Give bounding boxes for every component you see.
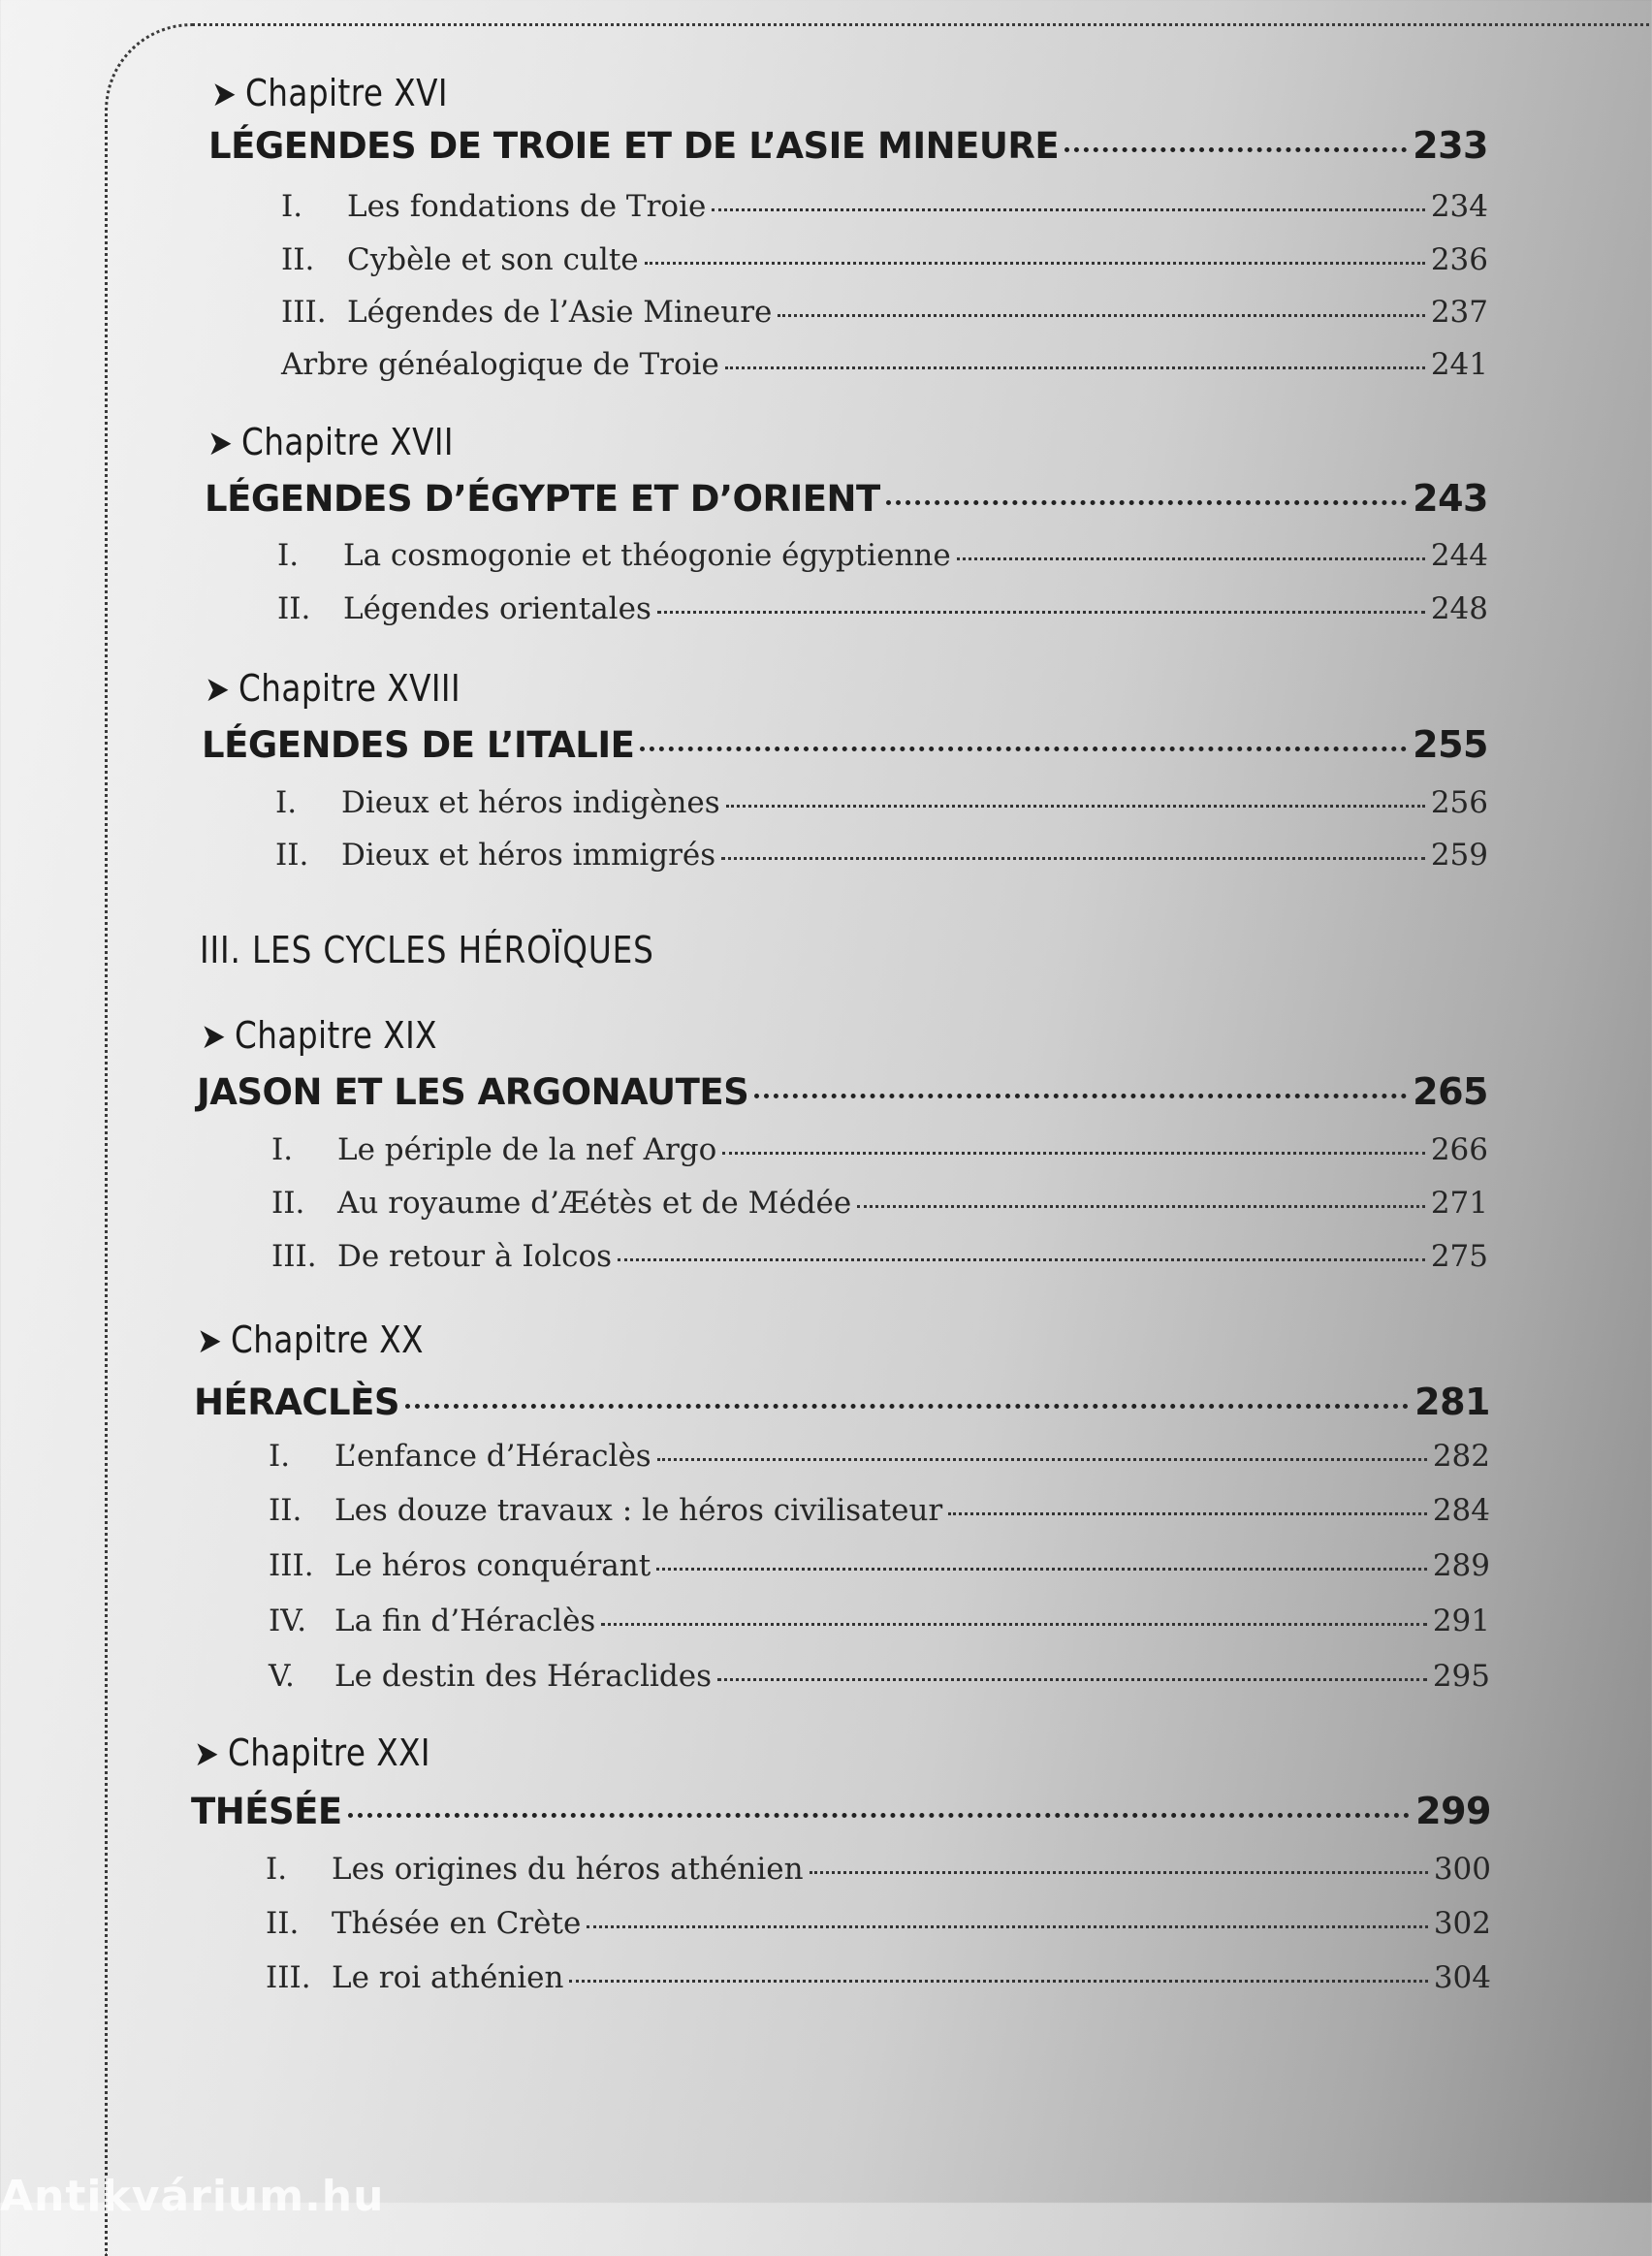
entry-text: Le roi athénien: [332, 1960, 564, 1995]
chapter-title: JASON ET LES ARGONAUTES: [197, 1071, 749, 1113]
entry-number: II.: [271, 1186, 305, 1221]
dot-leader: [857, 1205, 1425, 1208]
chapter-title-row[interactable]: [197, 1070, 1488, 1113]
toc-entry[interactable]: [281, 295, 1488, 330]
chapter-page: 243: [1413, 477, 1488, 520]
dot-leader: [569, 1980, 1427, 1983]
toc-entry[interactable]: [269, 1493, 1490, 1528]
entry-text: Le périple de la nef Argo: [337, 1132, 717, 1167]
dot-leader: [717, 1678, 1427, 1681]
dot-leader: [405, 1404, 1409, 1409]
dot-leader: [810, 1871, 1428, 1874]
chapter-page: 281: [1414, 1381, 1490, 1423]
chapter-label: ➤ Chapitre XVIII: [205, 667, 461, 710]
toc-entry[interactable]: [269, 1604, 1490, 1638]
toc-entry[interactable]: [281, 242, 1488, 277]
entry-page: 304: [1433, 1960, 1491, 1995]
entry-number: III.: [271, 1239, 317, 1274]
dot-leader: [618, 1258, 1425, 1261]
chapter-title-row[interactable]: [202, 723, 1488, 766]
chapter-title-row[interactable]: [191, 1790, 1491, 1832]
entry-page: 300: [1433, 1852, 1491, 1887]
toc-entry[interactable]: [269, 1659, 1490, 1694]
entry-page: 284: [1432, 1493, 1490, 1528]
dot-leader: [721, 857, 1425, 860]
entry-number: I.: [269, 1439, 291, 1474]
entry-number: II.: [275, 838, 309, 873]
chapter-title: LÉGENDES DE TROIE ET DE L’ASIE MINEURE: [208, 125, 1060, 167]
entry-text: L’enfance d’Héraclès: [334, 1439, 651, 1474]
toc-entry[interactable]: [266, 1906, 1491, 1941]
dot-leader: [587, 1925, 1428, 1928]
entry-text: Arbre généalogique de Troie: [281, 347, 719, 382]
toc-entry[interactable]: [275, 785, 1488, 820]
entry-page: 236: [1430, 242, 1488, 277]
toc-entry[interactable]: [271, 1186, 1488, 1221]
dot-leader: [722, 1152, 1425, 1155]
chapter-label: ➤ Chapitre XIX: [201, 1014, 437, 1057]
entry-page: 256: [1430, 785, 1488, 820]
watermark: Antikvárium.hu: [0, 2172, 385, 2221]
entry-text: Cybèle et son culte: [347, 242, 639, 277]
dot-leader: [886, 500, 1407, 505]
chapter-title: LÉGENDES DE L’ITALIE: [202, 724, 635, 766]
toc-entry[interactable]: [277, 538, 1488, 573]
dot-leader: [645, 262, 1425, 265]
dot-leader: [657, 611, 1425, 614]
part-title: III. LES CYCLES HÉROÏQUES: [200, 929, 654, 971]
toc-entry[interactable]: [277, 591, 1488, 626]
dot-leader: [640, 747, 1407, 751]
chapter-label: ➤ Chapitre XXI: [194, 1732, 430, 1774]
entry-page: 295: [1432, 1659, 1490, 1694]
entry-text: Légendes de l’Asie Mineure: [347, 295, 773, 330]
arrow-icon: ➤: [207, 424, 234, 463]
toc-entry[interactable]: [281, 189, 1488, 224]
entry-number: II.: [269, 1493, 302, 1528]
entry-text: Les douze travaux : le héros civilisateur: [334, 1493, 943, 1528]
entry-page: 291: [1432, 1604, 1490, 1638]
entry-number: IV.: [269, 1604, 307, 1638]
toc-entry[interactable]: [266, 1852, 1491, 1887]
dot-leader: [348, 1813, 1410, 1818]
entry-text: Les fondations de Troie: [347, 189, 707, 224]
entry-text: Le destin des Héraclides: [334, 1659, 712, 1694]
chapter-label: ➤ Chapitre XX: [197, 1319, 424, 1361]
chapter-title: LÉGENDES D’ÉGYPTE ET D’ORIENT: [205, 478, 880, 520]
dot-leader: [656, 1568, 1427, 1571]
dot-leader: [778, 314, 1424, 317]
entry-page: 248: [1430, 591, 1488, 626]
dot-leader: [712, 208, 1424, 211]
entry-page: 234: [1430, 189, 1488, 224]
chapter-page: 255: [1413, 723, 1488, 766]
entry-page: 237: [1430, 295, 1488, 330]
entry-number: V.: [269, 1659, 295, 1694]
toc-entry[interactable]: [269, 1548, 1490, 1583]
entry-page: 282: [1432, 1439, 1490, 1474]
chapter-label: ➤ Chapitre XVI: [211, 72, 448, 114]
entry-page: 271: [1430, 1186, 1488, 1221]
dot-leader: [1064, 147, 1407, 152]
toc-entry[interactable]: [269, 1439, 1490, 1474]
entry-number: I.: [277, 538, 300, 573]
entry-text: La fin d’Héraclès: [334, 1604, 596, 1638]
chapter-page: 299: [1415, 1790, 1491, 1832]
entry-page: 302: [1433, 1906, 1491, 1941]
entry-number: III.: [269, 1548, 314, 1583]
entry-text: Les origines du héros athénien: [332, 1852, 804, 1887]
entry-number: II.: [277, 591, 311, 626]
entry-number: III.: [281, 295, 327, 330]
chapter-title-row[interactable]: [208, 124, 1488, 167]
arrow-icon: ➤: [211, 75, 238, 114]
entry-page: 259: [1430, 838, 1488, 873]
entry-number: I.: [271, 1132, 294, 1167]
chapter-label: ➤ Chapitre XVII: [207, 421, 454, 463]
arrow-icon: ➤: [194, 1734, 220, 1774]
dot-leader: [725, 366, 1425, 369]
entry-number: I.: [275, 785, 298, 820]
toc-entry[interactable]: [275, 838, 1488, 873]
entry-text: Légendes orientales: [343, 591, 651, 626]
dot-leader: [657, 1458, 1427, 1461]
entry-page: 275: [1430, 1239, 1488, 1274]
dot-leader: [726, 805, 1425, 808]
entry-text: La cosmogonie et théogonie égyptienne: [343, 538, 951, 573]
entry-number: I.: [281, 189, 303, 224]
toc-entry[interactable]: [271, 1132, 1488, 1167]
entry-number: II.: [281, 242, 315, 277]
entry-page: 244: [1430, 538, 1488, 573]
dot-leader: [948, 1512, 1427, 1515]
entry-text: Le héros conquérant: [334, 1548, 651, 1583]
arrow-icon: ➤: [205, 670, 231, 710]
entry-text: Dieux et héros indigènes: [341, 785, 720, 820]
toc-entry[interactable]: [271, 1239, 1488, 1274]
entry-text: Au royaume d’Æétès et de Médée: [337, 1186, 852, 1221]
entry-page: 241: [1430, 347, 1488, 382]
entry-text: De retour à Iolcos: [337, 1239, 613, 1274]
entry-page: 266: [1430, 1132, 1488, 1167]
chapter-title-row[interactable]: [194, 1381, 1490, 1423]
dot-leader: [601, 1623, 1427, 1626]
chapter-title: HÉRACLÈS: [194, 1382, 400, 1423]
chapter-title-row[interactable]: [205, 477, 1488, 520]
toc-entry[interactable]: [281, 347, 1488, 382]
chapter-title: THÉSÉE: [191, 1791, 342, 1832]
entry-page: 289: [1432, 1548, 1490, 1583]
chapter-page: 233: [1413, 124, 1488, 167]
dot-leader: [754, 1094, 1407, 1098]
arrow-icon: ➤: [197, 1321, 223, 1361]
entry-text: Thésée en Crète: [332, 1906, 582, 1941]
toc-entry[interactable]: [266, 1960, 1491, 1995]
entry-number: II.: [266, 1906, 300, 1941]
chapter-page: 265: [1413, 1070, 1488, 1113]
entry-number: I.: [266, 1852, 288, 1887]
dot-leader: [957, 557, 1425, 560]
entry-text: Dieux et héros immigrés: [341, 838, 716, 873]
entry-number: III.: [266, 1960, 311, 1995]
arrow-icon: ➤: [201, 1017, 227, 1057]
